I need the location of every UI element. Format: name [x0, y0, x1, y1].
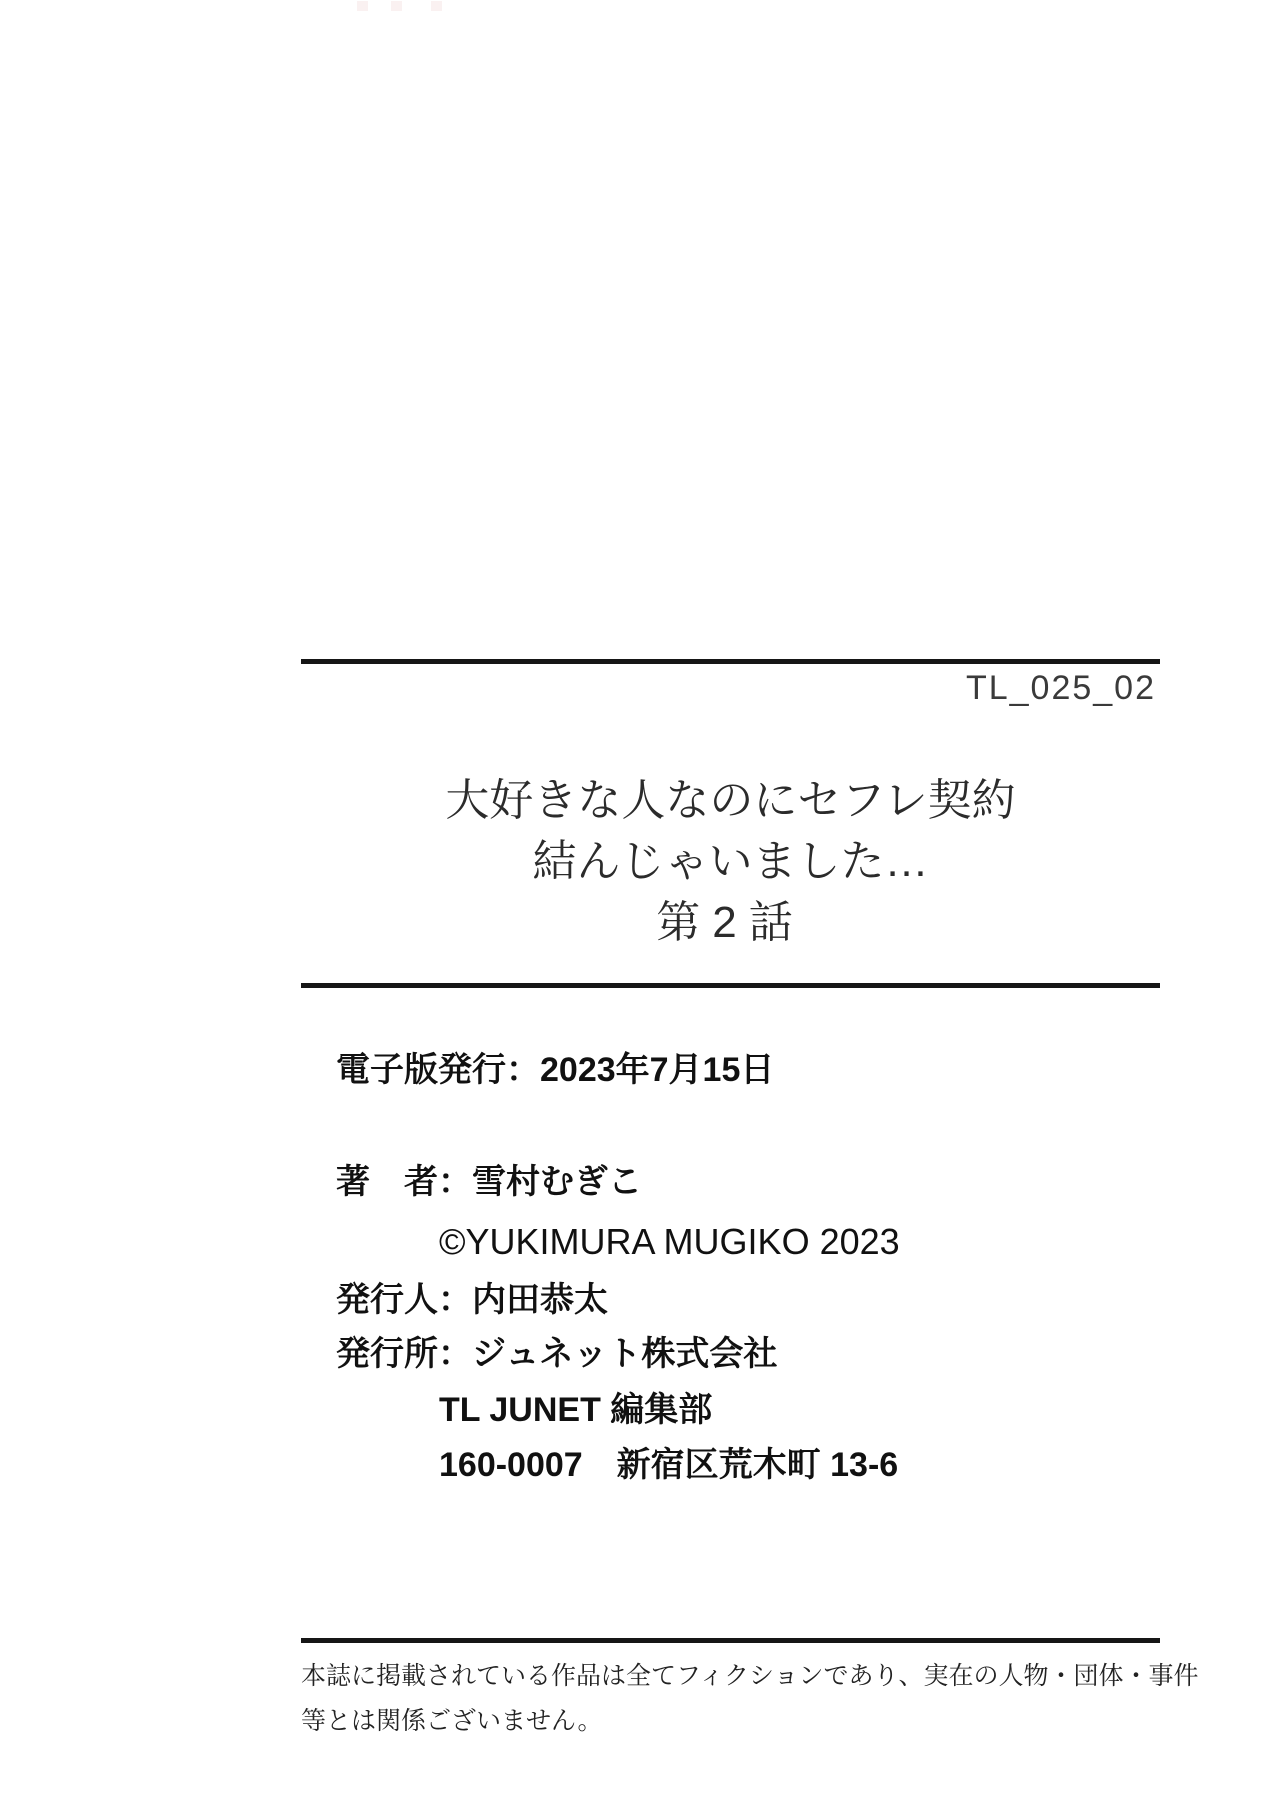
chapter-number: 第2話 [656, 898, 805, 947]
scan-artifact-mark [391, 1, 402, 11]
publishing-house-line: 発行所：ジュネット株式会社 [336, 1335, 778, 1373]
series-title-line-2: 結んじゃいました… [532, 837, 929, 886]
divider-top [301, 659, 1160, 664]
publisher-line: 発行人：内田恭太 [336, 1281, 608, 1319]
copyright-line: ©YUKIMURA MUGIKO 2023 [439, 1221, 900, 1262]
divider-middle [301, 983, 1160, 988]
author-line: 著 者：雪村むぎこ [336, 1163, 642, 1201]
series-title-line-1: 大好きな人なのにセフレ契約 [445, 776, 1016, 825]
disclaimer-line-2: 等とは関係ございません。 [301, 1707, 603, 1735]
edition-code: TL_025_02 [965, 669, 1156, 707]
edition-date-line: 電子版発行：2023年7月15日 [336, 1051, 775, 1089]
scan-artifact-mark [431, 1, 442, 11]
divider-bottom [301, 1638, 1160, 1643]
disclaimer-line-1: 本誌に掲載されている作品は全てフィクションであり、実在の人物・団体・事件 [301, 1662, 1199, 1690]
address-line: 160-0007 新宿区荒木町 13-6 [439, 1446, 899, 1484]
series-title [301, 770, 1160, 953]
editorial-dept-line: TL JUNET 編集部 [439, 1391, 713, 1429]
scan-artifact-mark [357, 1, 368, 11]
